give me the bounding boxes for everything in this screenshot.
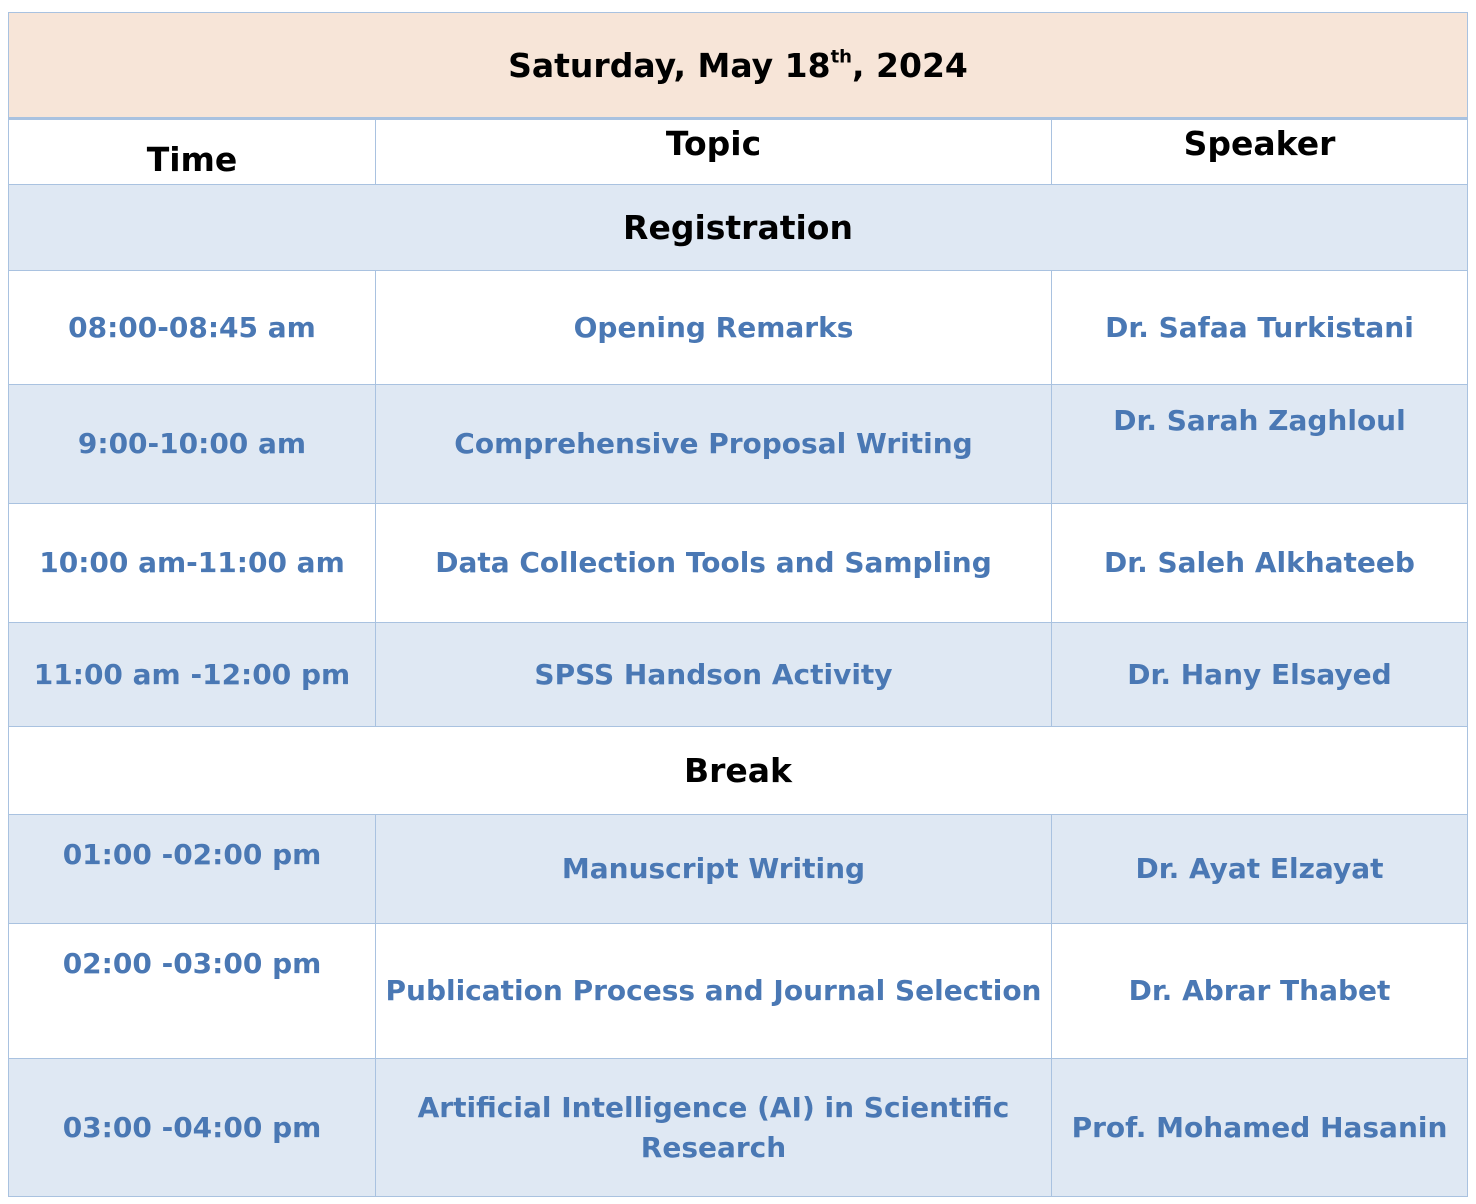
day-title-ordinal: th: [830, 46, 852, 68]
title-row: [9, 13, 1468, 119]
session-row: [9, 1059, 1468, 1197]
session-speaker: Dr. Ayat Elzayat: [1052, 815, 1468, 924]
session-time: 02:00 -03:00 pm: [9, 924, 376, 1059]
session-speaker: Dr. Safaa Turkistani: [1052, 271, 1468, 385]
session-speaker: Dr. Saleh Alkhateeb: [1052, 504, 1468, 623]
header-speaker: Speaker: [1052, 119, 1468, 185]
session-time: 10:00 am-11:00 am: [9, 504, 376, 623]
registration-label: Registration: [9, 185, 1468, 271]
session-time: 08:00-08:45 am: [9, 271, 376, 385]
header-row: [9, 119, 1468, 185]
session-row: [9, 504, 1468, 623]
day-title-date: Saturday, May 18: [508, 45, 831, 85]
session-row: [9, 924, 1468, 1059]
registration-row: [9, 185, 1468, 271]
session-topic: Opening Remarks: [376, 271, 1052, 385]
break-row: [9, 727, 1468, 815]
session-time: 9:00-10:00 am: [9, 385, 376, 504]
session-time: 03:00 -04:00 pm: [9, 1059, 376, 1197]
header-time: Time: [9, 119, 376, 185]
session-row: [9, 623, 1468, 727]
schedule-table: [8, 12, 1468, 1197]
session-topic: Manuscript Writing: [376, 815, 1052, 924]
day-title: [9, 13, 1468, 119]
header-topic: Topic: [376, 119, 1052, 185]
session-topic: Artificial Intelligence (AI) in Scientific Research: [376, 1059, 1052, 1197]
session-topic: Publication Process and Journal Selection: [376, 924, 1052, 1059]
session-speaker: Dr. Abrar Thabet: [1052, 924, 1468, 1059]
session-row: [9, 271, 1468, 385]
session-topic: SPSS Handson Activity: [376, 623, 1052, 727]
session-time: 01:00 -02:00 pm: [9, 815, 376, 924]
session-row: [9, 385, 1468, 504]
session-topic: Data Collection Tools and Sampling: [376, 504, 1052, 623]
day-title-year: , 2024: [852, 45, 968, 85]
break-label: Break: [9, 727, 1468, 815]
session-topic: Comprehensive Proposal Writing: [376, 385, 1052, 504]
session-speaker: Dr. Hany Elsayed: [1052, 623, 1468, 727]
session-time: 11:00 am -12:00 pm: [9, 623, 376, 727]
session-speaker: Prof. Mohamed Hasanin: [1052, 1059, 1468, 1197]
session-speaker: Dr. Sarah Zaghloul: [1052, 385, 1468, 504]
session-row: [9, 815, 1468, 924]
